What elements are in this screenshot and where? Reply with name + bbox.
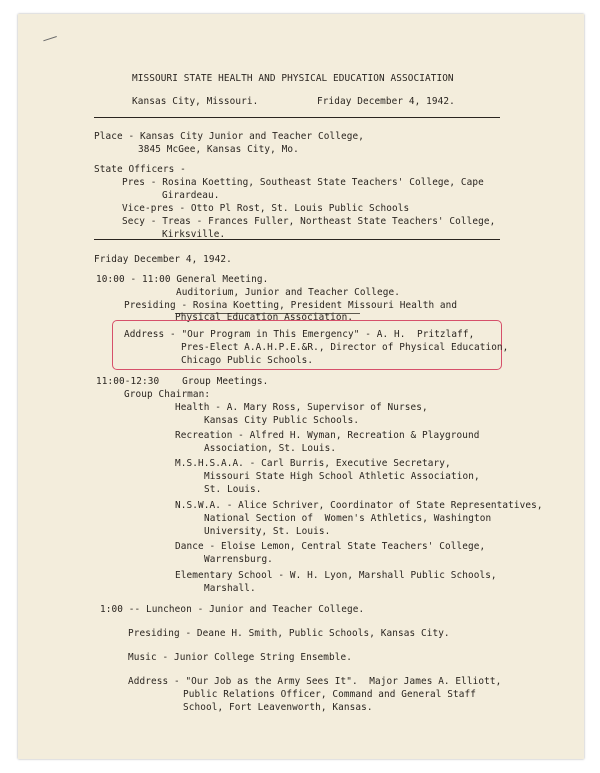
group-meetings-line: 11:00-12:30 Group Meetings. [96,376,269,387]
presiding-line-1: Presiding - Rosina Koetting, President Missouri Health and [124,300,458,311]
mshsaa-line-1: M.S.H.S.A.A. - Carl Burris, Executive Secretary, [175,458,451,469]
group-chairman-label: Group Chairman: [124,389,211,400]
luncheon-music: Music - Junior College String Ensemble. [128,652,353,663]
strikethrough-line [175,313,360,314]
dance-line-2: Warrensburg. [204,554,273,565]
place-line-2: 3845 McGee, Kansas City, Mo. [138,144,299,155]
program-day: Friday December 4, 1942. [94,254,232,265]
elementary-line-2: Marshall. [204,583,256,594]
officer-secy-1: Secy - Treas - Frances Fuller, Northeast State Teachers' College, [122,216,496,227]
recreation-line-2: Association, St. Louis. [204,443,337,454]
luncheon-address-3: School, Fort Leavenworth, Kansas. [183,702,373,713]
officer-vice: Vice-pres - Otto Pl Rost, St. Louis Public Schools [122,203,410,214]
top-rule [94,117,500,118]
address-line-1: Address - "Our Program in This Emergency" - A. H. Pritzlaff, [124,329,475,340]
recreation-line-1: Recreation - Alfred H. Wyman, Recreation & Playground [175,430,480,441]
dance-line-1: Dance - Eloise Lemon, Central State Teachers' College, [175,541,486,552]
general-meeting-line-2: Auditorium, Junior and Teacher College. [176,287,401,298]
health-line-1: Health - A. Mary Ross, Supervisor of Nurses, [175,402,428,413]
luncheon-address-1: Address - "Our Job as the Army Sees It". Major James A. Elliott, [128,676,502,687]
middle-rule [94,239,500,240]
general-meeting-line-1: 10:00 - 11:00 General Meeting. [96,274,269,285]
luncheon-line: 1:00 -- Luncheon - Junior and Teacher College. [100,604,365,615]
place-line-1: Place - Kansas City Junior and Teacher College, [94,131,364,142]
luncheon-presiding: Presiding - Deane H. Smith, Public Schools, Kansas City. [128,628,450,639]
mshsaa-line-3: St. Louis. [204,484,262,495]
officers-heading: State Officers - [94,164,186,175]
presiding-line-2: Physical Education Association. [175,312,354,323]
officer-pres-2: Girardeau. [162,190,220,201]
mshsaa-line-2: Missouri State High School Athletic Association, [204,471,480,482]
address-line-3: Chicago Public Schools. [181,355,314,366]
header-date: Friday December 4, 1942. [317,96,455,107]
document-title: MISSOURI STATE HEALTH AND PHYSICAL EDUCATION ASSOCIATION [132,73,454,84]
nswa-line-3: University, St. Louis. [204,526,331,537]
elementary-line-1: Elementary School - W. H. Lyon, Marshall Public Schools, [175,570,497,581]
address-line-2: Pres-Elect A.A.H.P.E.&R., Director of Physical Education, [181,342,509,353]
header-city: Kansas City, Missouri. [132,96,259,107]
officer-secy-2: Kirksville. [162,229,226,240]
luncheon-address-2: Public Relations Officer, Command and General Staff [183,689,476,700]
health-line-2: Kansas City Public Schools. [204,415,360,426]
officer-pres-1: Pres - Rosina Koetting, Southeast State Teachers' College, Cape [122,177,484,188]
nswa-line-1: N.S.W.A. - Alice Schriver, Coordinator of State Representatives, [175,500,543,511]
nswa-line-2: National Section of Women's Athletics, Washington [204,513,492,524]
